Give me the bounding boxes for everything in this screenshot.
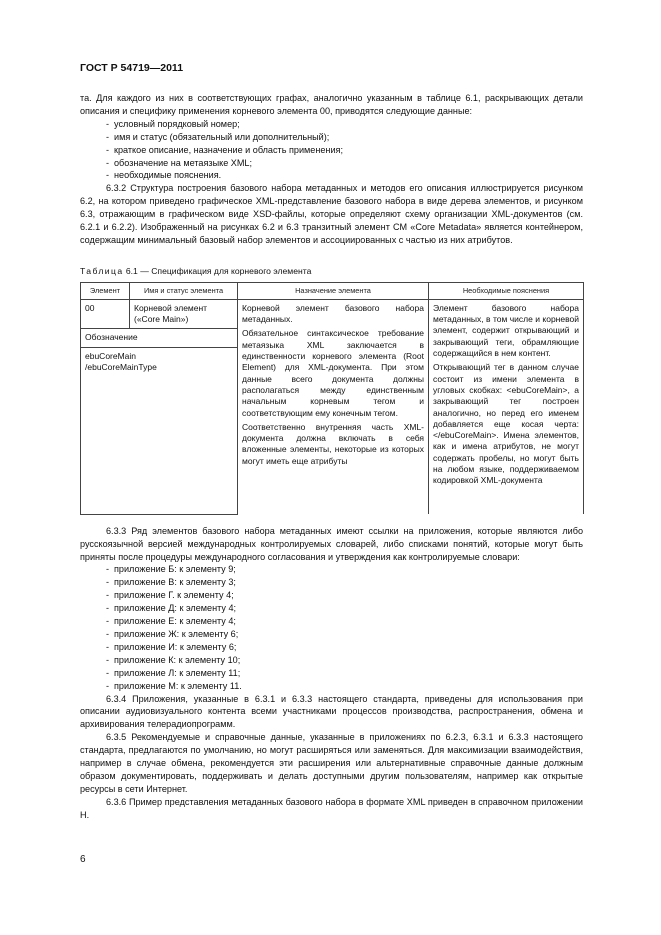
notes-paragraph: Элемент базового набора метаданных, в том числе и корневой элемент, содержит открывающий и закрывающий теги, обрамляющие содержащийся в нем контент. (433, 302, 579, 359)
page-number: 6 (80, 854, 86, 865)
cell-element: 00 (81, 299, 130, 329)
list-item: - приложение Л: к элементу 11; (106, 667, 241, 678)
designation-value-1: ebuCoreMain (85, 350, 137, 361)
table-caption-label: Таблица (80, 265, 124, 276)
list-item: - имя и статус (обязательный или дополнительный); (106, 131, 330, 142)
purpose-paragraph: Корневой элемент базового набора метаданных. (242, 302, 424, 325)
document-code: ГОСТ Р 54719—2011 (80, 62, 184, 74)
notes-paragraph: Открывающий тег в данном случае состоит из имени элемента в угловых скобках: <ebuCoreMain>, а закрывающий тег построен аналогично, но перед его именем добавляется еще косая черта: </ebuCoreMain>. Имена элементов, как и имена атрибутов, не могут содержать пробелы, но могут быть на любом языке, поддерживаемом кодировкой XML-документа (433, 362, 579, 486)
header-purpose: Назначение элемента (238, 282, 429, 299)
list-item: - условный порядковый номер; (106, 118, 240, 129)
paragraph-6-3-3: 6.3.3 Ряд элементов базового набора метаданных имеют ссылки на приложения, которые являются либо русскоязычной версией международных контролируемых словарей, либо списками понятий, которые могут быть приняты после процедуры международного согласования и утверждения как контролируемые словари: (80, 525, 583, 562)
document-page (80, 62, 583, 822)
cell-designation-label: Обозначение (81, 329, 238, 347)
cell-purpose (238, 299, 429, 514)
table-row (81, 299, 584, 329)
header-element: Элемент (81, 282, 130, 299)
intro-paragraph: та. Для каждого из них в соответствующих графах, аналогично указанным в таблице 6.1, раскрывающих детали описания и специфику применения корневого элемента 00, приводятся следующие данные: (80, 93, 583, 116)
paragraph-6-3-4: 6.3.4 Приложения, указанные в 6.3.1 и 6.3.3 настоящего стандарта, приведены для использования при описании аудиовизуального контента всеми участниками процессов производства, распространения, обмена и архивирования телерадиопрограмм. (80, 693, 583, 730)
designation-value-2: /ebuCoreMainType (85, 362, 157, 373)
list-item: - приложение Д: к элементу 4; (106, 603, 237, 614)
spec-table (80, 282, 584, 515)
list-item: - приложение Б: к элементу 9; (106, 564, 236, 575)
cell-designation-value (81, 347, 238, 514)
table-caption-text: 6.1 — Спецификация для корневого элемента (125, 265, 312, 276)
paragraph-6-3-6: 6.3.6 Пример представления метаданных базового набора в формате XML приведен в справочном приложении Н. (80, 796, 583, 820)
list-item: - приложение К: к элементу 10; (106, 654, 241, 665)
table-header-row (81, 282, 584, 299)
paragraph-6-3-2: 6.3.2 Структура построения базового набора метаданных и методов его описания иллюстрируется рисунком 6.2, на котором приведено графическое XML-представление базового набора в виде дерева элементов, и рисунком 6.3, отражающим в графическом виде XSD-файлы, которые определяют схему организации XML-документов (см. 6.2.1 и 6.2.2). Изображенный на рисунках 6.2 и 6.3 транзитный элемент СМ «Core Metadata» является контейнером, содержащим минимальный базовый набор элементов и ассоциированных с частью из них атрибутов. (80, 183, 583, 245)
header-notes: Необходимые пояснения (429, 282, 584, 299)
list-item: - приложение Е: к элементу 4; (106, 616, 236, 627)
list-item: - приложение И: к элементу 6; (106, 641, 237, 652)
list-item: - обозначение на метаязыке XML; (106, 157, 253, 168)
list-item: - приложение М: к элементу 11. (106, 680, 242, 691)
purpose-paragraph: Обязательное синтаксическое требование метаязыка XML заключается в единственности корневого элемента (Root Element) для XML-документа. При этом данные всего документа должны располагаться между единственным начальным корневым тегом и соответствующим ему конечным тегом. (242, 328, 424, 418)
list-item: - необходимые пояснения. (106, 170, 222, 181)
appendix-list (80, 563, 583, 692)
intro-list (80, 118, 583, 183)
header-name-status: Имя и статус элемента (130, 282, 238, 299)
paragraph-6-3-5: 6.3.5 Рекомендуемые и справочные данные, указанные в приложениях по 6.2.3, 6.3.1 и 6.3.3 настоящего стандарта, предлагаются по умолчанию, но могут расширяться или заменяться. Для максимизации взаимодействия, например в случае обмена, рекомендуется эти расширения или альтернативные справочные данные должным образом документировать, поддерживать и делать доступными другим пользователям, например как открытые ресурсы в сети Интернет. (80, 732, 583, 794)
purpose-paragraph: Соответственно внутренняя часть XML-документа должна включать в себя вложенные элементы, некоторые из которых могут иметь еще атрибуты (242, 421, 424, 466)
cell-notes (429, 299, 584, 514)
list-item: - приложение Г. к элементу 4; (106, 590, 234, 601)
list-item: - краткое описание, назначение и область применения; (106, 144, 343, 155)
table-caption (80, 266, 583, 276)
list-item: - приложение В: к элементу 3; (106, 577, 236, 588)
list-item: - приложение Ж: к элементу 6; (106, 629, 239, 640)
cell-name-status: Корневой элемент («Core Main») (130, 299, 238, 329)
